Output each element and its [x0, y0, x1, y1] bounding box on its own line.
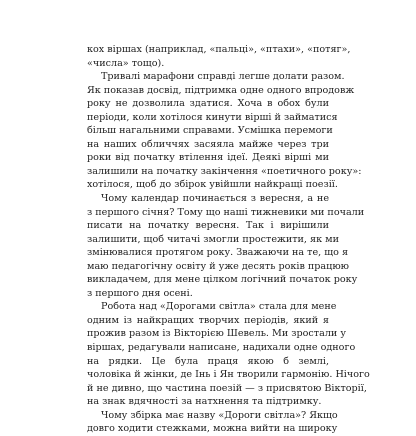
text-line: Робота над «Дорогами світла» стала для мене — [101, 301, 337, 313]
text-line: змінювалися протягом року. Зважаючи на те, що я — [87, 247, 349, 259]
text-line: на рядки. Це була праця якою б землі, — [87, 355, 329, 367]
body-text — [87, 43, 370, 436]
text-line: з першого дня осені. — [87, 287, 193, 299]
text-line: року не дозволила здатися. Хоча в обох були — [87, 98, 329, 110]
text-line: «числа» тощо). — [87, 57, 165, 69]
text-line: Чому збірка має назву «Дороги світла»? Якщо — [101, 409, 338, 421]
text-line: чоловіка й жінки, де Інь і Ян творили гармонію. Нічого — [87, 369, 370, 381]
text-line: віршах, редагували написане, надихали одне одного — [87, 342, 356, 354]
text-line: викладачем, для мене цілком логічний початок року — [87, 274, 358, 286]
text-line: хотілося, щоб до збірок увійшли найкращі поезії. — [87, 179, 338, 191]
text-line: Як показав досвід, підтримка одне одного впродовж — [87, 84, 355, 96]
text-line: й не дивно, що частина поезій — з присвятою Вікторії, — [87, 382, 367, 394]
text-line: на наших обличчях засяяла майже через три — [87, 138, 329, 150]
text-line: Тривалі марафони справді легше долати разом. — [101, 71, 345, 83]
text-line: кох віршах (наприклад, «пальці», «птахи», «потяг», — [87, 44, 351, 55]
text-line: довго ходити стежками, можна вийти на широку — [87, 423, 338, 435]
text-line: одним із найкращих творчих періодів, який я — [87, 314, 329, 326]
text-line: писати на початку вересня. Так і вирішили — [87, 220, 329, 232]
text-line: залишили на початку закінчення «поетичного року»: — [87, 165, 362, 177]
text-line: на знак вдячності за натхнення та підтримку. — [87, 396, 322, 408]
text-line: Чому календар починається з вересня, а не — [101, 193, 329, 205]
text-line: роки від початку втілення ідеї. Деякі вірші ми — [87, 152, 329, 164]
text-line: більш нагальними справами. Усмішка перемоги — [87, 125, 333, 137]
text-line: періоди, коли хотілося кинути вірші й займатися — [87, 111, 338, 123]
text-line: залишити, щоб читачі змогли простежити, як ми — [87, 233, 339, 245]
text-line: з першого січня? Тому що наші тижневики ми почали — [87, 206, 365, 218]
text-line: маю педагогічну освіту й уже десять років працюю — [87, 260, 350, 272]
text-line: прожив разом із Вікторією Шевель. Ми зростали у — [87, 328, 347, 340]
